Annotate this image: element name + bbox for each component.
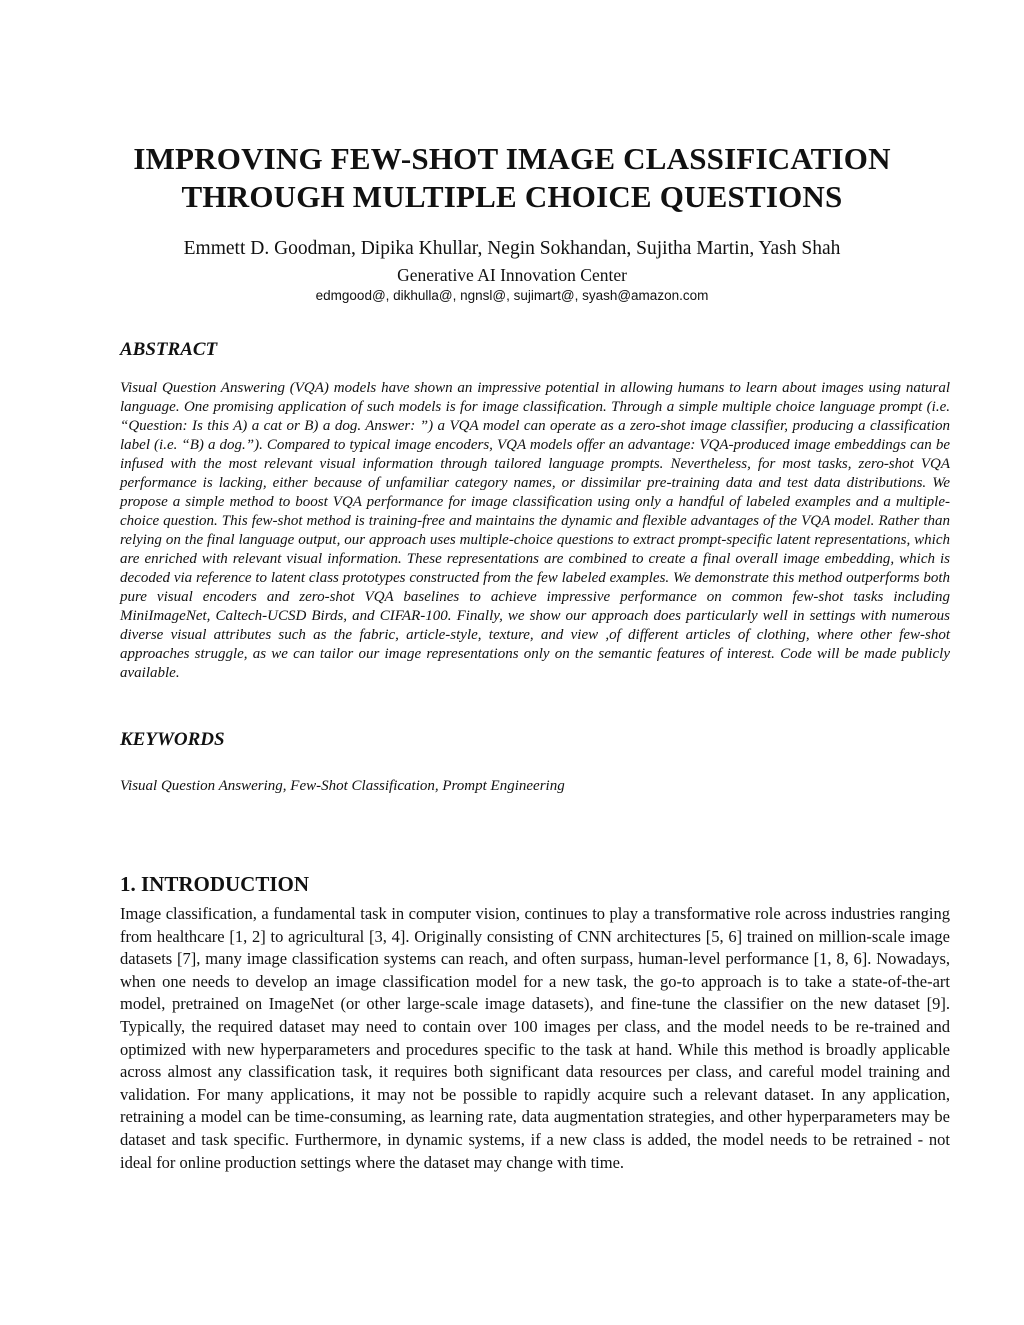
abstract-text: Visual Question Answering (VQA) models have shown an impressive potential in allowing humans to learn about images using natural language. One promising application of such models is for image classification. Through a simple multiple choice language prompt (i.e. “Question: Is this A) a cat or B) a dog. Answer: ”) a VQA model can operate as a zero-shot image classifier, producing a classification label (i.e. “B) a dog.”). Compared to typical image encoders, VQA models offer an advantage: VQA-produced image embeddings can be infused with the most relevant visual information through tailored language prompts. Nevertheless, for most tasks, zero-shot VQA performance is lacking, either because of unfamiliar category names, or dissimilar pre-training data and test data distributions. We propose a simple method to boost VQA performance for image classification using only a handful of labeled examples and a multiple-choice question. This few-shot method is training-free and maintains the dynamic and flexible advantages of the VQA model. Rather than relying on the final language output, our approach uses multiple-choice questions to extract prompt-specific latent representations, which are enriched with relevant visual information. These representations are combined to create a final overall image embedding, which is decoded via reference to latent class prototypes constructed from the few labeled examples. We demonstrate this method outperforms both pure visual encoders and zero-shot VQA baselines to achieve impressive performance on common few-shot tasks including MiniImageNet, Caltech-UCSD Birds, and CIFAR-100. Finally, we show our approach does particularly well in settings with numerous diverse visual attributes such as the fabric, article-style, texture, and view ,of different articles of clothing, where other few-shot approaches struggle, as we can tailor our image representations only on the semantic features of interest. Code will be made publicly available. bbox=[120, 380, 950, 681]
introduction-heading: 1. INTRODUCTION bbox=[120, 872, 310, 896]
abstract-heading: ABSTRACT bbox=[120, 339, 218, 360]
author-emails: edmgood@, dikhulla@, ngnsl@, sujimart@, syash@amazon.com bbox=[315, 288, 709, 303]
keywords-heading: KEYWORDS bbox=[120, 729, 225, 750]
paper-title: IMPROVING FEW-SHOT IMAGE CLASSIFICATION THROUGH MULTIPLE CHOICE QUESTIONS bbox=[133, 141, 891, 214]
author-list: Emmett D. Goodman, Dipika Khullar, Negin Sokhandan, Sujitha Martin, Yash Shah bbox=[183, 238, 841, 259]
affiliation: Generative AI Innovation Center bbox=[397, 265, 627, 285]
keywords-text: Visual Question Answering, Few-Shot Classification, Prompt Engineering bbox=[120, 778, 565, 794]
introduction-text: Image classification, a fundamental task in computer vision, continues to play a transformative role across industries ranging from healthcare [1, 2] to agricultural [3, 4]. Originally consisting of CNN architectures [5, 6] trained on million-scale image datasets [7], many image classification systems can reach, and often surpass, human-level performance [1, 8, 6]. Nowadays, when one needs to develop an image classification model for a new task, the go-to approach is to take a state-of-the-art model, pretrained on ImageNet (or other large-scale image datasets), and fine-tune the classifier on the new dataset [9]. Typically, the required dataset may need to contain over 100 images per class, and the model needs to be re-trained and optimized with new hyperparameters and procedures specific to the task at hand. While this method is broadly applicable across almost any classification task, it requires both significant data resources per class, and careful model training and validation. For many applications, it may not be possible to rapidly acquire such a relevant dataset. In any application, retraining a model can be time-consuming, as learning rate, data augmentation strategies, and other hyperparameters may be dataset and task specific. Furthermore, in dynamic systems, if a new class is added, the model needs to be retrained - not ideal for online production settings where the dataset may change with time. bbox=[120, 904, 950, 1172]
